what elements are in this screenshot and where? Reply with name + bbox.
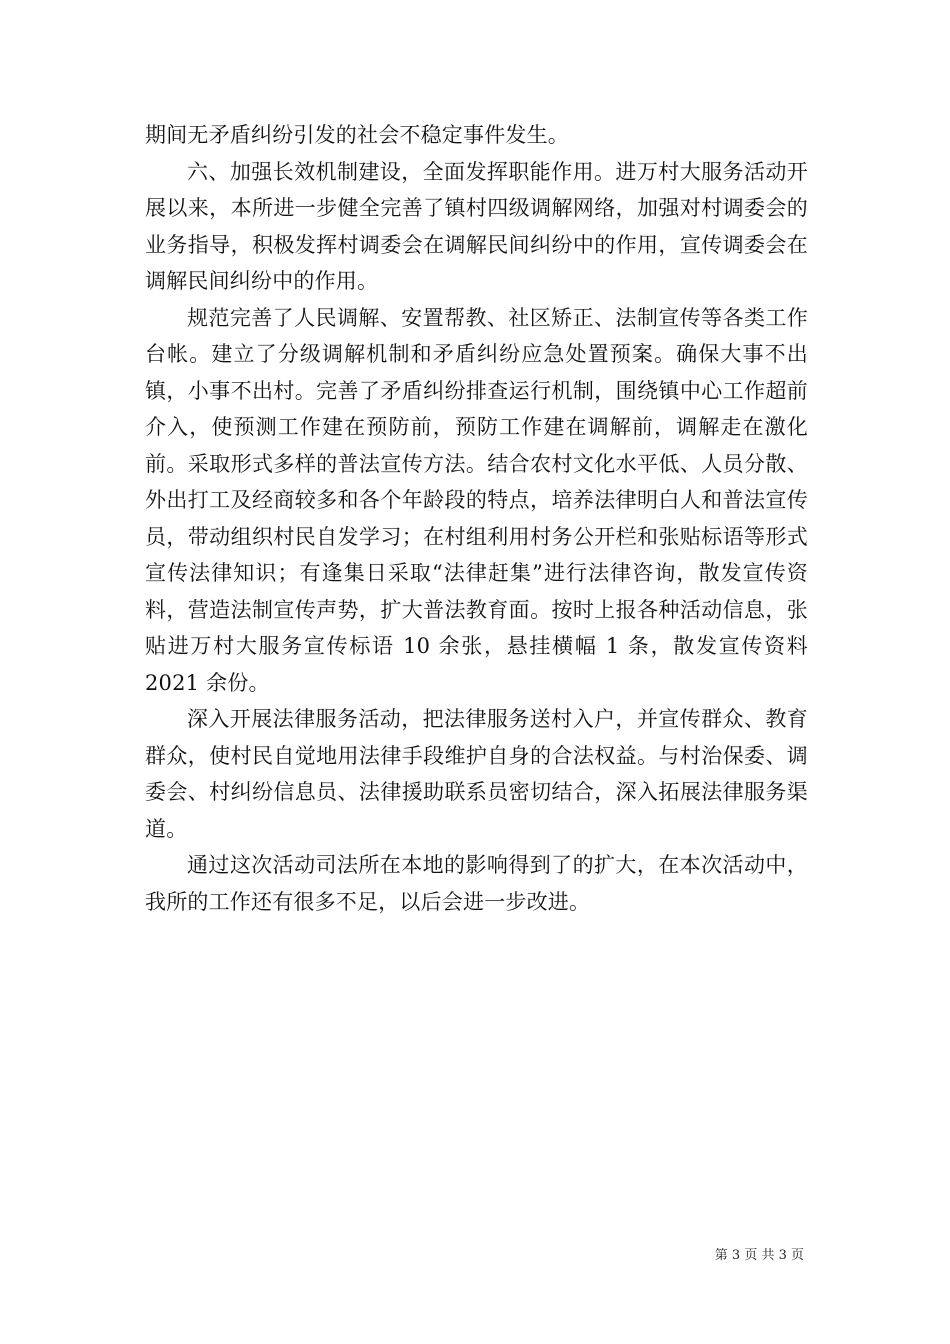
paragraph-1: 期间无矛盾纠纷引发的社会不稳定事件发生。 bbox=[145, 123, 569, 147]
document-body bbox=[145, 117, 808, 920]
paragraph-5: 通过这次活动司法所在本地的影响得到了的扩大，在本次活动中，我所的工作还有很多不足，以后会进一步改进。 bbox=[145, 853, 808, 914]
page-number-footer: 第 3 页 共 3 页 bbox=[714, 1248, 804, 1263]
paragraph-4: 深入开展法律服务活动，把法律服务送村入户，并宣传群众、教育群众，使村民自觉地用法律手段维护自身的合法权益。与村治保委、调委会、村纠纷信息员、法律援助联系员密切结合，深入拓展法律服务渠道。 bbox=[145, 707, 808, 841]
paragraph-2: 六、加强长效机制建设，全面发挥职能作用。进万村大服务活动开展以来，本所进一步健全完善了镇村四级调解网络，加强对村调委会的业务指导，积极发挥村调委会在调解民间纠纷中的作用，宣传调委会在调解民间纠纷中的作用。 bbox=[145, 159, 808, 293]
paragraph-3: 规范完善了人民调解、安置帮教、社区矫正、法制宣传等各类工作台帐。建立了分级调解机制和矛盾纠纷应急处置预案。确保大事不出镇，小事不出村。完善了矛盾纠纷排查运行机制，围绕镇中心工作超前介入，使预测工作建在预防前，预防工作建在调解前，调解走在激化前。采取形式多样的普法宣传方法。结合农村文化水平低、人员分散、外出打工及经商较多和各个年龄段的特点，培养法律明白人和普法宣传员，带动组织村民自发学习；在村组利用村务公开栏和张贴标语等形式宣传法律知识；有逢集日采取“法律赶集”进行法律咨询，散发宣传资料，营造法制宣传声势，扩大普法教育面。按时上报各种活动信息，张贴进万村大服务宣传标语 10 余张，悬挂横幅 1 条，散发宣传资料 2021 余份。 bbox=[145, 305, 808, 695]
